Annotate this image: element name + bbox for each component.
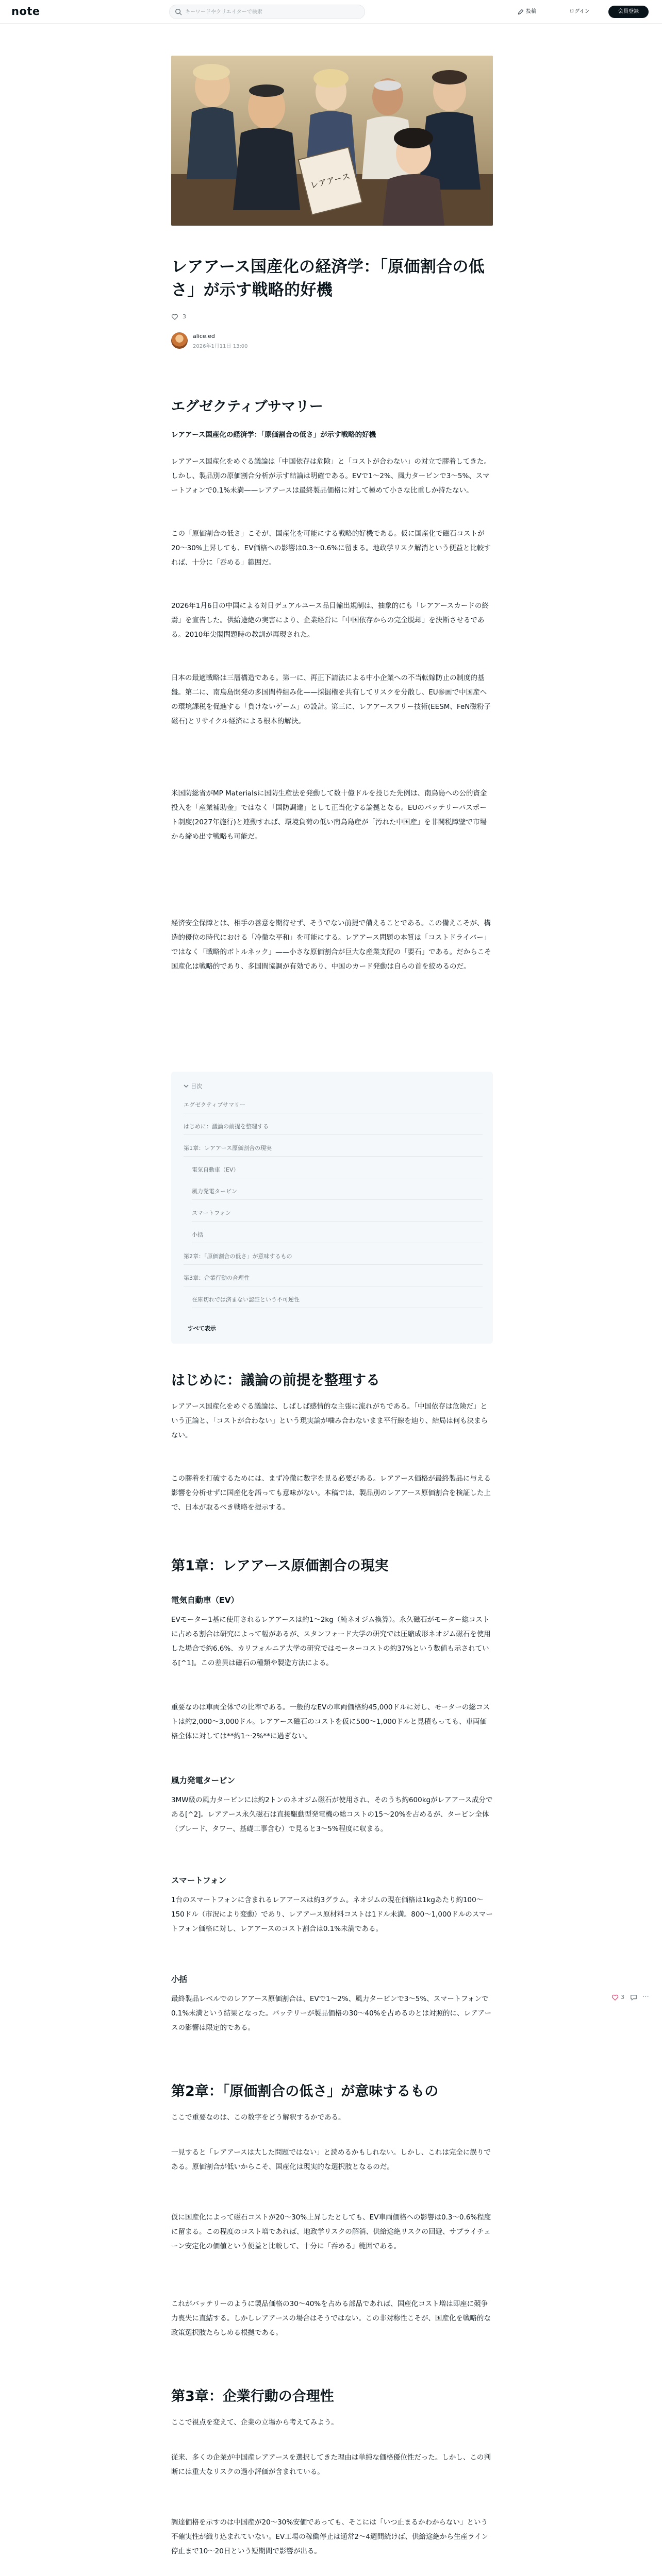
- paragraph: 一見すると「レアアースは大した問題ではない」と読めるかもしれない。しかし、これは完全に誤りである。原価割合が低いからこそ、国産化は現実的な選択肢となるのだ。: [171, 2148, 491, 2171]
- subheading-smartphone: スマートフォン: [171, 1876, 226, 1885]
- post-button-label: 投稿: [526, 9, 536, 14]
- subheading-wind: 風力発電タービン: [171, 1776, 236, 1785]
- toc-item[interactable]: 第2章：「原価割合の低さ」が意味するもの: [184, 1252, 483, 1265]
- publish-date: 2026年1月11日 13:00: [193, 344, 248, 349]
- search-box[interactable]: [169, 5, 365, 19]
- paragraph: 経済安全保障とは、相手の善意を期待せず、そうでない前提で備えることである。この備えこそが、構造的優位の時代における「冷徹な平和」を可能にする。レアアース問題の本質は「コストドライバー」ではなく「戦略的ボトルネック」——小さな原価割合が巨大な産業支配の「要石」である。だからこそ国産化は戦略的であり、多国間協調が有効であり、中国のカード発動は自らの首を絞めるのだ。: [171, 919, 491, 971]
- author-info[interactable]: [171, 331, 377, 352]
- subheading-ev: 電気自動車（EV）: [171, 1596, 239, 1605]
- chevron-down-icon: [184, 1083, 189, 1089]
- login-button[interactable]: ログイン: [569, 9, 590, 14]
- toc-item[interactable]: 第1章：レアアース原価割合の現実: [184, 1144, 483, 1157]
- heading-chapter-1: 第1章：レアアース原価割合の現実: [171, 1558, 389, 1574]
- paragraph: レアアース国産化をめぐる議論は「中国依存は危険」と「コストが合わない」の対立で膠着してきた。しかし、製品別の原価割合分析が示す結論は明確である。EVで1〜2%、風力タービンで3〜5%、スマートフォンで0.1%未満——レアアースは最終製品価格に対して極めて小さな比重しか持たない。: [171, 457, 491, 495]
- more-options-icon[interactable]: ⋯: [642, 1993, 649, 2001]
- toc-item[interactable]: エグゼクティブサマリー: [184, 1100, 483, 1113]
- paragraph: ここで重要なのは、この数字をどう解釈するかである。: [171, 2113, 345, 2122]
- toc-item[interactable]: 風力発電タービン: [192, 1187, 483, 1200]
- toc-item[interactable]: はじめに：議論の前提を整理する: [184, 1122, 483, 1135]
- toc-item[interactable]: 第3章：企業行動の合理性: [184, 1274, 483, 1286]
- paragraph: 日本の最適戦略は三層構造である。第一に、再正下請法による中小企業への不当転嫁防止の制度的基盤。第二に、南鳥島開発の多国間枠組み化——採掘権を共有してリスクを分散し、EU参画で中国産への環境課税を促進する「負けないゲーム」の設計。第三に、レアアースフリー技術(EESM、FeN磁粉子磁石)とリサイクル経済による根本的解決。: [171, 674, 491, 725]
- like-count: 3: [183, 313, 186, 320]
- subheading-exec-summary: レアアース国産化の経済学：「原価割合の低さ」が示す戦略的好機: [171, 431, 376, 439]
- paragraph: 仮に国産化によって磁石コストが20〜30%上昇したとしても、EV車両価格への影響は0.3〜0.6%程度に留まる。この程度のコスト増であれば、地政学リスクの解消、供給途絶リスクの回避、サプライチェーン安定化の価値という便益と比較して、十分に「吞める」範囲である。: [171, 2213, 491, 2250]
- paragraph: 米国防総省がMP Materialsに国防生産法を発動して数十億ドルを投じた先例は、南鳥島への公的資金投入を「産業補助金」ではなく「国防調達」として正当化する論拠となる。EUのバッテリーパスポート制度(2027年施行)と連動すれば、環境負荷の低い南鳥島産が「汚れた中国産」を非関税障壁で市場から締め出す戦略も可能だ。: [171, 789, 487, 841]
- table-of-contents: [171, 1072, 493, 1344]
- comment-icon[interactable]: [630, 1994, 637, 2001]
- paragraph: 最終製品レベルでのレアアース原価割合は、EVで1〜2%、風力タービンで3〜5%、スマートフォンで0.1%未満という結果となった。バッテリーが製品価格の30〜40%を占めるのとは対照的に、レアアースの影響は限定的である。: [171, 1995, 492, 2032]
- toc-show-all-button[interactable]: すべて表示: [188, 1325, 216, 1332]
- toc-item[interactable]: スマートフォン: [192, 1209, 483, 1222]
- hero-illustration: [171, 56, 493, 226]
- top-navigation-bar: [0, 0, 662, 24]
- search-input[interactable]: [185, 7, 360, 17]
- paragraph: 3MW級の風力タービンには約2トンのネオジム磁石が使用され、そのうち約600kgがレアアース成分である[^2]。レアアース永久磁石は直接駆動型発電機の総コストの15〜20%を占めるが、タービン全体（ブレード、タワー、基礎工事含む）で見ると3〜5%程度に収まる。: [171, 1796, 493, 1833]
- article-hero-image: [171, 56, 493, 226]
- rail-like-count: 3: [621, 1994, 624, 2001]
- toc-heading: 目次: [191, 1083, 202, 1090]
- note-logo[interactable]: note: [11, 5, 40, 18]
- article-title: レアアース国産化の経済学：「原価割合の低さ」が示す戦略的好機: [171, 258, 485, 299]
- heading-intro: はじめに：議論の前提を整理する: [171, 1372, 380, 1388]
- toc-item[interactable]: 在庫切れでは済まない認証という不可逆性: [192, 1295, 483, 1308]
- toc-item[interactable]: 小括: [192, 1230, 483, 1243]
- paragraph: 重要なのは車両全体での比率である。一般的なEVの車両価格約45,000ドルに対し、モーターの総コストは約2,000〜3,000ドル。レアアース磁石のコストを仮に500〜1,000ドルと見積もっても、車両価格全体に対しては**約1〜2%**に過ぎない。: [171, 1703, 490, 1740]
- author-avatar[interactable]: [171, 332, 188, 349]
- paragraph: これがバッテリーのように製品価格の30〜40%を占める部品であれば、国産化コスト増は即座に競争力喪失に直結する。しかしレアアースの場合はそうではない。この非対称性こそが、国産化を戦略的な政策選択肢たらしめる根拠である。: [171, 2300, 491, 2337]
- paragraph: EVモーター1基に使用されるレアアースは約1〜2kg（純ネオジム換算）。永久磁石がモーター総コストに占める割合は研究によって幅があるが、スタンフォード大学の研究では圧縮成形ネオジム磁石を使用した場合で約6.6%、カリフォルニア大学の研究ではモーターコストの約37%という数値も示されている[^1]。この差異は磁石の種類や製造方法による。: [171, 1616, 491, 1667]
- paragraph: 1台のスマートフォンに含まれるレアアースは約3グラム。ネオジムの現在価格は1kgあたり約100〜150ドル（市況により変動）であり、レアアース原材料コストは1ドル未満。800〜1,000ドルのスマートフォン価格に対し、レアアースのコスト割合は0.1%未満である。: [171, 1896, 493, 1933]
- heading-chapter-2: 第2章：「原価割合の低さ」が意味するもの: [171, 2083, 439, 2099]
- heart-icon: [171, 313, 178, 320]
- subheading-summary: 小括: [171, 1975, 188, 1984]
- paragraph: この「原価割合の低さ」こそが、国産化を可能にする戦略的好機である。仮に国産化で磁石コストが20〜30%上昇しても、EV価格への影響は0.3〜0.6%に留まる。地政学リスク解消という便益と比較すれば、十分に「吞める」範囲だ。: [171, 530, 491, 567]
- search-icon: [175, 8, 182, 15]
- heart-icon[interactable]: [611, 1994, 619, 2001]
- paragraph: 2026年1月6日の中国による対日デュアルユース品目輸出規制は、抽象的にも「レアアースカードの終焉」を宣告した。供給途絶の実害により、企業経営に「中国依存からの完全脱却」を決断させるである。2010年尖閣問題時の教訓が再現された。: [171, 602, 489, 639]
- heading-chapter-3: 第3章：企業行動の合理性: [171, 2388, 334, 2404]
- toc-item[interactable]: 電気自動車（EV）: [192, 1165, 483, 1178]
- heading-exec-summary: エグゼクティブサマリー: [171, 399, 323, 415]
- paragraph: ここで視点を変えて、企業の立場から考えてみよう。: [171, 2418, 338, 2427]
- hero-sign-text: レアアース: [309, 171, 351, 191]
- paragraph: この膠着を打破するためには、まず冷徹に数字を見る必要がある。レアアース価格が最終製品に与える影響を分析せずに国産化を語っても意味がない。本稿では、製品別のレアアース原価割合を検証した上で、日本が取るべき戦略を提示する。: [171, 1475, 491, 1512]
- floating-action-rail: [611, 1993, 653, 2003]
- author-name[interactable]: alice.ed: [193, 333, 215, 340]
- signup-button[interactable]: 会員登録: [608, 6, 649, 18]
- paragraph: 調達価格を示すのは中国産が20〜30%安価であっても、そこには「いつ止まるかわからない」という不確実性が織り込まれていない。EV工場の稼働停止は通常2〜4週間続けば、供給途絶から生産ライン停止まで10〜20日という短期間で影響が出る。: [171, 2518, 489, 2555]
- paragraph: レアアース国産化をめぐる議論は、しばしば感情的な主張に流れがちである。「中国依存は危険だ」という正論と、「コストが合わない」という現実論が噛み合わないまま平行線を辿り、結局は何も決まらない。: [171, 1402, 488, 1439]
- post-button[interactable]: [518, 6, 550, 18]
- pencil-icon: [518, 9, 524, 15]
- paragraph: 従来、多くの企業が中国産レアアースを選択してきた理由は単純な価格優位性だった。しかし、この判断には重大なリスクの過小評価が含まれている。: [171, 2453, 491, 2476]
